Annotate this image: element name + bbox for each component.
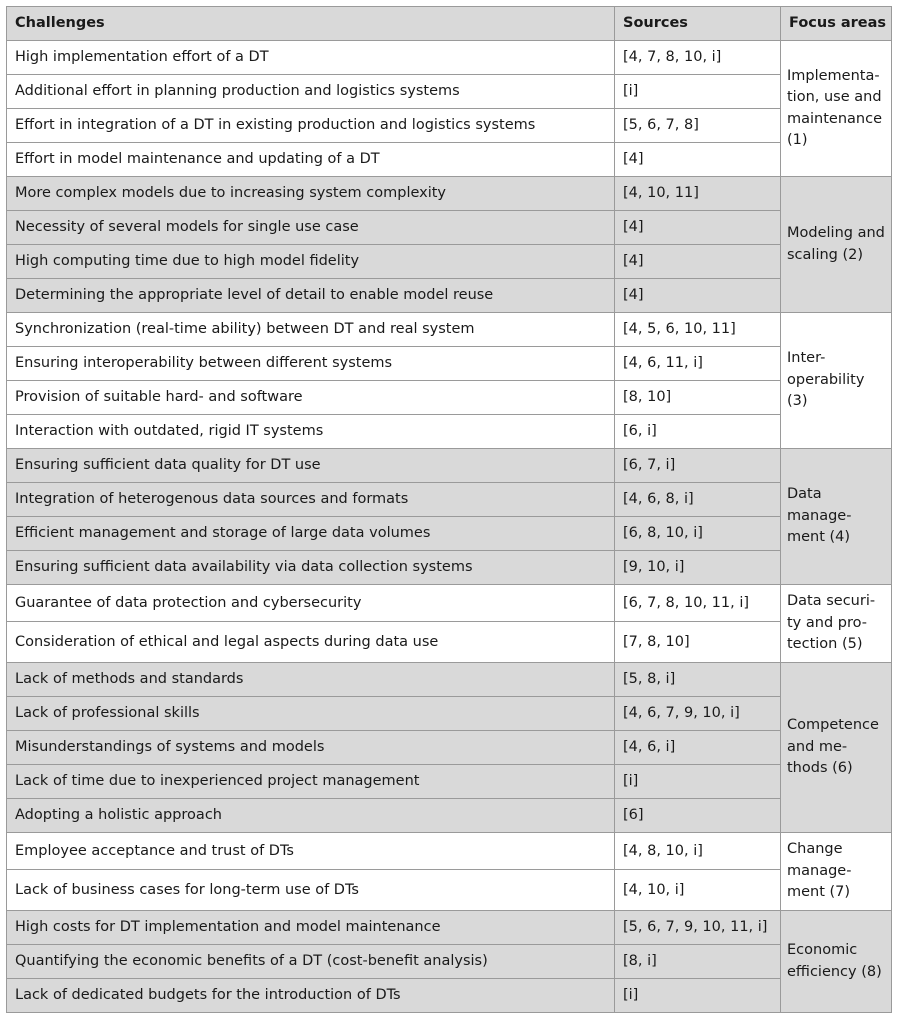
challenge-cell: Lack of dedicated budgets for the introduction of DTs — [7, 979, 615, 1013]
sources-cell: [6, 7, i] — [615, 449, 781, 483]
sources-cell: [i] — [615, 75, 781, 109]
header-row — [7, 7, 892, 41]
sources-cell: [6] — [615, 799, 781, 833]
table-row — [7, 143, 892, 177]
table-row — [7, 911, 892, 945]
sources-cell: [9, 10, i] — [615, 551, 781, 585]
table-row — [7, 211, 892, 245]
sources-cell: [8, i] — [615, 945, 781, 979]
table-row — [7, 41, 892, 75]
sources-cell: [4, 6, 11, i] — [615, 347, 781, 381]
challenge-cell: Necessity of several models for single use case — [7, 211, 615, 245]
table-row — [7, 381, 892, 415]
sources-cell: [6, 8, 10, i] — [615, 517, 781, 551]
sources-cell: [5, 8, i] — [615, 663, 781, 697]
header-sources: Sources — [615, 7, 781, 41]
challenge-cell: Effort in integration of a DT in existing production and logistics systems — [7, 109, 615, 143]
table-row — [7, 245, 892, 279]
challenge-cell: Lack of professional skills — [7, 697, 615, 731]
table-row — [7, 109, 892, 143]
challenge-cell: Synchronization (real-time ability) between DT and real system — [7, 313, 615, 347]
sources-cell: [4, 7, 8, 10, i] — [615, 41, 781, 75]
table-row — [7, 799, 892, 833]
challenge-cell: Consideration of ethical and legal aspects during data use — [7, 622, 615, 663]
sources-cell: [4, 6, 8, i] — [615, 483, 781, 517]
focus-area-cell: Modeling and scaling (2) — [781, 177, 892, 313]
challenges-table — [6, 6, 892, 1013]
challenge-cell: High computing time due to high model fidelity — [7, 245, 615, 279]
sources-cell: [6, 7, 8, 10, 11, i] — [615, 585, 781, 622]
challenge-cell: Integration of heterogenous data sources and formats — [7, 483, 615, 517]
sources-cell: [8, 10] — [615, 381, 781, 415]
table-row — [7, 75, 892, 109]
focus-area-cell: Data manage-ment (4) — [781, 449, 892, 585]
challenge-cell: Adopting a holistic approach — [7, 799, 615, 833]
table-row — [7, 585, 892, 622]
table-row — [7, 765, 892, 799]
table-row — [7, 870, 892, 911]
challenge-cell: Interaction with outdated, rigid IT systems — [7, 415, 615, 449]
sources-cell: [6, i] — [615, 415, 781, 449]
challenge-cell: Quantifying the economic benefits of a DT (cost-benefit analysis) — [7, 945, 615, 979]
challenge-cell: Guarantee of data protection and cybersecurity — [7, 585, 615, 622]
challenge-cell: Ensuring sufficient data quality for DT use — [7, 449, 615, 483]
focus-area-cell: Change manage-ment (7) — [781, 833, 892, 911]
table-row — [7, 483, 892, 517]
focus-area-cell: Implementa-tion, use and maintenance (1) — [781, 41, 892, 177]
sources-cell: [i] — [615, 979, 781, 1013]
sources-cell: [5, 6, 7, 8] — [615, 109, 781, 143]
challenge-cell: Ensuring sufficient data availability via data collection systems — [7, 551, 615, 585]
challenge-cell: Lack of business cases for long-term use of DTs — [7, 870, 615, 911]
sources-cell: [7, 8, 10] — [615, 622, 781, 663]
challenge-cell: Employee acceptance and trust of DTs — [7, 833, 615, 870]
challenge-cell: High costs for DT implementation and model maintenance — [7, 911, 615, 945]
sources-cell: [i] — [615, 765, 781, 799]
focus-area-cell: Competence and me-thods (6) — [781, 663, 892, 833]
sources-cell: [4, 10, 11] — [615, 177, 781, 211]
challenge-cell: Additional effort in planning production and logistics systems — [7, 75, 615, 109]
header-focus-areas: Focus areas — [781, 7, 892, 41]
challenge-cell: Misunderstandings of systems and models — [7, 731, 615, 765]
table-row — [7, 663, 892, 697]
sources-cell: [4] — [615, 143, 781, 177]
challenge-cell: Effort in model maintenance and updating of a DT — [7, 143, 615, 177]
sources-cell: [4, 6, 7, 9, 10, i] — [615, 697, 781, 731]
challenge-cell: Lack of methods and standards — [7, 663, 615, 697]
challenge-cell: Efficient management and storage of large data volumes — [7, 517, 615, 551]
challenge-cell: Ensuring interoperability between different systems — [7, 347, 615, 381]
table-body — [7, 41, 892, 1013]
sources-cell: [4, 5, 6, 10, 11] — [615, 313, 781, 347]
focus-area-cell: Data securi-ty and pro-tection (5) — [781, 585, 892, 663]
table-row — [7, 945, 892, 979]
focus-area-cell: Inter-operability (3) — [781, 313, 892, 449]
table-row — [7, 449, 892, 483]
challenge-cell: Determining the appropriate level of detail to enable model reuse — [7, 279, 615, 313]
sources-cell: [4, 10, i] — [615, 870, 781, 911]
table-row — [7, 517, 892, 551]
challenge-cell: High implementation effort of a DT — [7, 41, 615, 75]
table-row — [7, 833, 892, 870]
sources-cell: [4] — [615, 211, 781, 245]
table-row — [7, 279, 892, 313]
challenge-cell: Lack of time due to inexperienced project management — [7, 765, 615, 799]
challenge-cell: More complex models due to increasing system complexity — [7, 177, 615, 211]
sources-cell: [4] — [615, 279, 781, 313]
table-row — [7, 347, 892, 381]
table-row — [7, 551, 892, 585]
header-challenges: Challenges — [7, 7, 615, 41]
table-row — [7, 177, 892, 211]
sources-cell: [5, 6, 7, 9, 10, 11, i] — [615, 911, 781, 945]
sources-cell: [4] — [615, 245, 781, 279]
table-row — [7, 415, 892, 449]
table-row — [7, 313, 892, 347]
table-row — [7, 979, 892, 1013]
table-row — [7, 697, 892, 731]
challenge-cell: Provision of suitable hard- and software — [7, 381, 615, 415]
sources-cell: [4, 6, i] — [615, 731, 781, 765]
table-row — [7, 731, 892, 765]
focus-area-cell: Economic efficiency (8) — [781, 911, 892, 1013]
sources-cell: [4, 8, 10, i] — [615, 833, 781, 870]
table-row — [7, 622, 892, 663]
